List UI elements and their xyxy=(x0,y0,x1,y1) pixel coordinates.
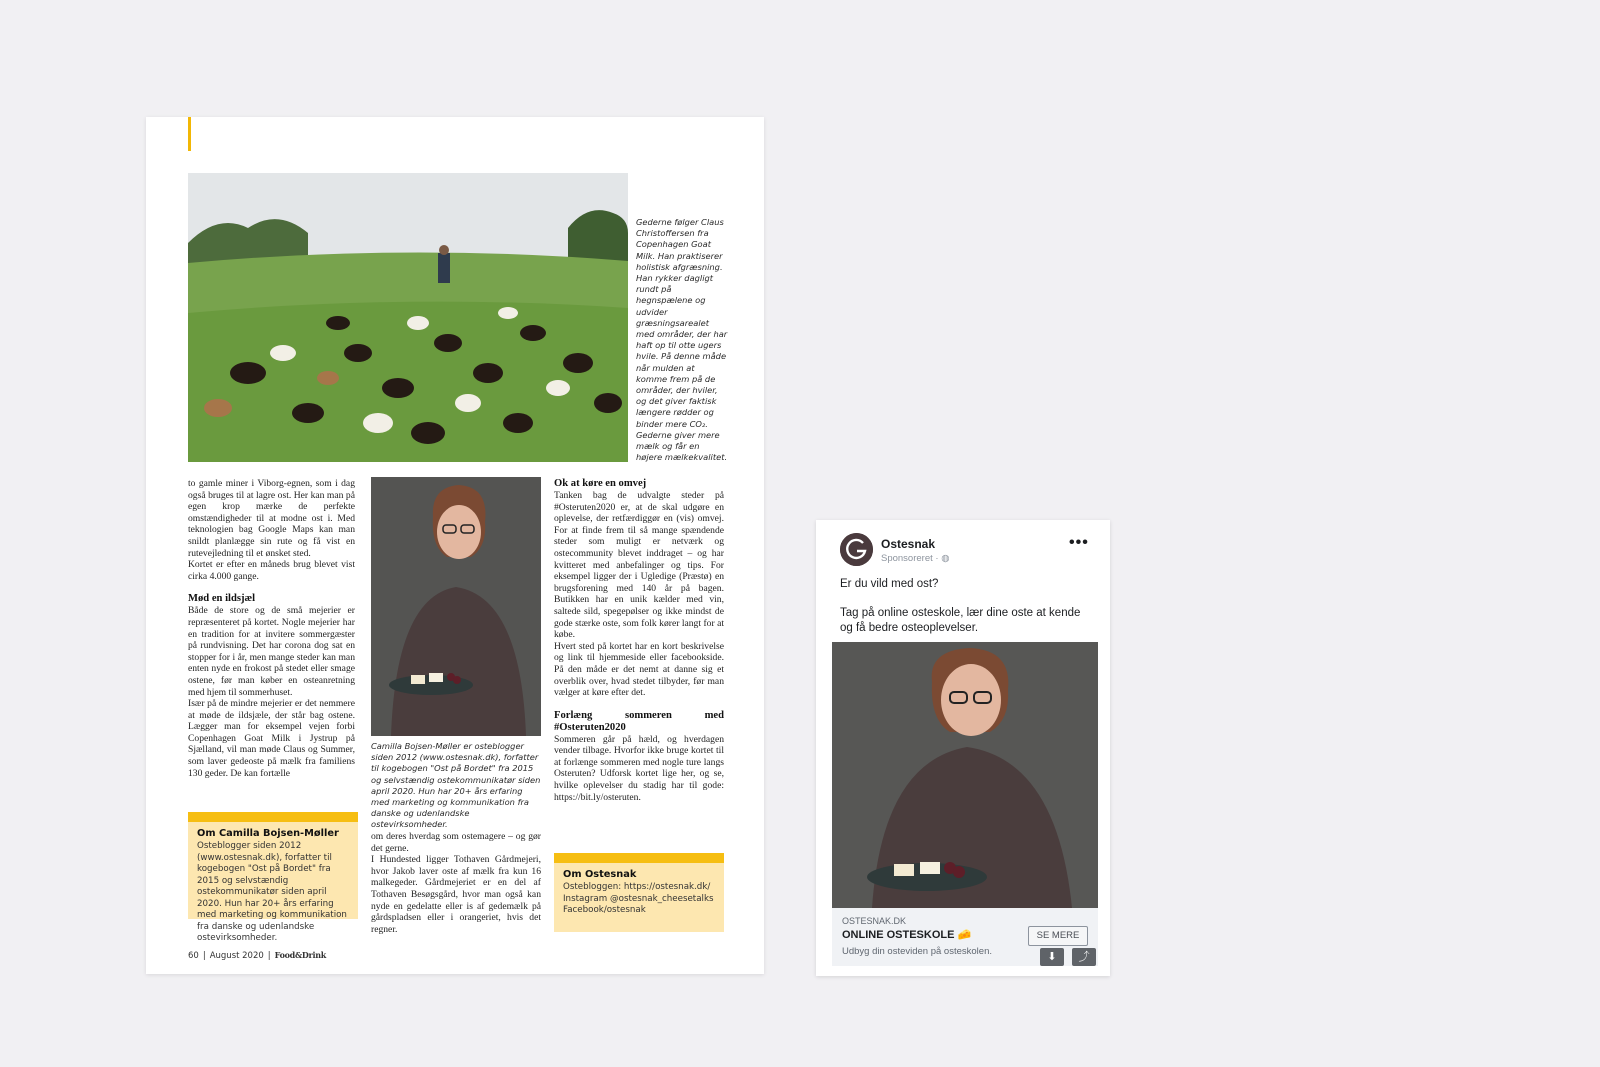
ad-body-text: Tag på online osteskole, lær dine oste at kende og få bedre osteoplevelser. xyxy=(840,607,1081,634)
ostesnak-logo-icon[interactable] xyxy=(840,533,873,566)
paragraph: to gamle miner i Viborg-egnen, som i dag også bruges til at lagre ost. Her kan man på egen krop mærke de perfekte omstændigheder til at modne ost i. Med teknologien bag Google Maps kan man snildt planlægge sin rute og få vist en rutevejledning til et ønsket sted. xyxy=(188,478,355,559)
ad-page-name[interactable]: Ostesnak xyxy=(881,537,936,551)
box-line: Facebook/ostesnak xyxy=(563,905,646,915)
ad-image[interactable] xyxy=(832,642,1098,908)
paragraph: Både de store og de små mejerier er repræsenteret på kortet. Nogle mejerier har en tradition for at invitere sommergæster på rundvisning. Det har corona dog sat en stopper for i år, men mange steder kan man enten nyde en frokost på stedet eller smage ostene, før man køber en osteanretning med hjem til sommerhuset. xyxy=(188,605,355,698)
paragraph: Sommeren går på hæld, og hverdagen vender tilbage. Hvorfor ikke bruge kortet til at forlænge sommeren med nogle ture langs Osteruten? Udforsk kortet lige her, og se, hvilke oplevelser du stadig har til gode: https://bit.ly/osteruten. xyxy=(554,733,724,803)
subheading: Forlæng sommeren med #Osteruten2020 xyxy=(554,709,724,733)
box-line: Ostebloggen: https://ostesnak.dk/ xyxy=(563,882,711,892)
paragraph: Kortet er efter en måneds brug blevet vist cirka 4.000 gange. xyxy=(188,559,355,582)
paragraph: I Hundested ligger Tothaven Gårdmejeri, hvor Jakob laver oste af mælk fra kun 16 malkegeder. Gårdmejeriet er en del af Tothaven Besøgsgård, hvor man også kan nyde en gedelatte eller is af gedemælk på gårdspladsen eller i orangeriet, hvis det regner. xyxy=(371,854,541,935)
see-more-button[interactable]: SE MERE xyxy=(1028,926,1088,946)
accent-bar xyxy=(188,117,191,151)
ad-domain: OSTESNAK.DK xyxy=(842,916,907,926)
sponsored-label: Sponsoreret · ◍ xyxy=(881,553,950,564)
download-icon[interactable]: ⬇ xyxy=(1040,948,1064,966)
box-title: Om Ostesnak xyxy=(563,869,637,880)
ad-headline: ONLINE OSTESKOLE 🧀 xyxy=(842,929,972,941)
portrait-illustration xyxy=(371,477,541,736)
subheading: Mød en ildsjæl xyxy=(188,593,256,605)
magazine-brand: Food&Drink xyxy=(274,950,326,960)
magazine-page xyxy=(146,117,764,974)
camilla-photo-caption: Camilla Bojsen-Møller er osteblogger siden 2012 (www.ostesnak.dk), forfatter til kogebogen "Ost på Bordet" fra 2015 og selvstændig ostekommunikatør siden april 2020. Hun har 20+ års erfaring med marketing og kommunikation fra danske og udenlandske ostevirksomheder. xyxy=(371,741,541,830)
ad-portrait-illustration xyxy=(832,642,1098,908)
about-camilla-box xyxy=(188,812,358,943)
box-line: Instagram @ostesnak_cheesetalks xyxy=(563,893,714,904)
issue-date: August 2020 xyxy=(209,951,264,961)
goats-photo-illustration xyxy=(188,173,628,462)
camilla-portrait-photo xyxy=(371,477,541,736)
text-column-1 xyxy=(188,478,355,779)
more-options-icon[interactable]: ••• xyxy=(1069,534,1089,551)
paragraph: om deres hverdag som ostemagere – og gør det gerne. xyxy=(371,831,541,854)
ad-primary-text: Er du vild med ost? xyxy=(840,578,939,590)
page-footer: 60 | August 2020 | Food&Drink xyxy=(188,950,326,961)
box-title: Om Camilla Bojsen-Møller xyxy=(197,828,339,839)
ad-description: Udbyg din osteviden på osteskolen. xyxy=(842,946,992,957)
sponsored-ad-card xyxy=(816,520,1110,976)
paragraph: Tanken bag de udvalgte steder på #Osteruten2020 er, at de skal udgøre en oplevelse, der retfærdiggør en (vis) omvej. For at finde frem til så mange spændende steder som muligt er netværk og ostecommunity blevet inddraget – og har kvitteret med anbefalinger og tips. For eksempel ligger der i Ugledige (Præstø) en brugsforening med 140 år på bagen. Butikken har en unik kælder med vin, saltede sild, spegepølser og ikke mindst de gode stærke oste, som folk kører langt for at købe. xyxy=(554,490,724,641)
goats-photo xyxy=(188,173,628,462)
box-text: Osteblogger siden 2012 (www.ostesnak.dk), forfatter til kogebogen "Ost på Bordet" fra 2015 og selvstændig ostekommunikatør siden april 2020. Hun har 20+ års erfaring med marketing og kommunikation fra danske og udenlandske ostevirksomheder. xyxy=(197,841,347,943)
subheading: Ok at køre en omvej xyxy=(554,478,647,489)
goats-photo-caption: Gederne følger Claus Christoffersen fra Copenhagen Goat Milk. Han praktiserer holistisk afgræsning. Han rykker dagligt rundt på hegnspælene og udvider græsningsarealet med områder, der har haft op til otte ugers hvile. På denne måde når mulden at komme frem på de områder, der hviler, og det giver faktisk længere rødder og binder mere CO₂. Gederne giver mere mælk og får en højere mælkekvalitet. xyxy=(636,217,728,463)
share-icon[interactable]: ⤴ xyxy=(1072,948,1096,966)
text-column-2 xyxy=(371,831,541,935)
text-column-3 xyxy=(554,478,724,803)
about-ostesnak-box xyxy=(554,853,724,932)
paragraph: Hvert sted på kortet har en kort beskrivelse og link til hjemmeside eller facebookside. På den måde er det nemt at danne sig et overblik over, hvad stedet tilbyder, før man vælger at køre efter det. xyxy=(554,640,724,699)
globe-icon: ◍ xyxy=(941,553,950,564)
page-number: 60 xyxy=(188,951,199,961)
paragraph: Især på de mindre mejerier er det nemmere at møde de ildsjæle, der står bag ostene. Lægger man for eksempel vejen forbi Copenhagen Goat Milk i Jystrup på Sjælland, vil man møde Claus og Summer, som laver gedeoste på mælk fra familiens 130 geder. De kan fortælle xyxy=(188,698,355,779)
